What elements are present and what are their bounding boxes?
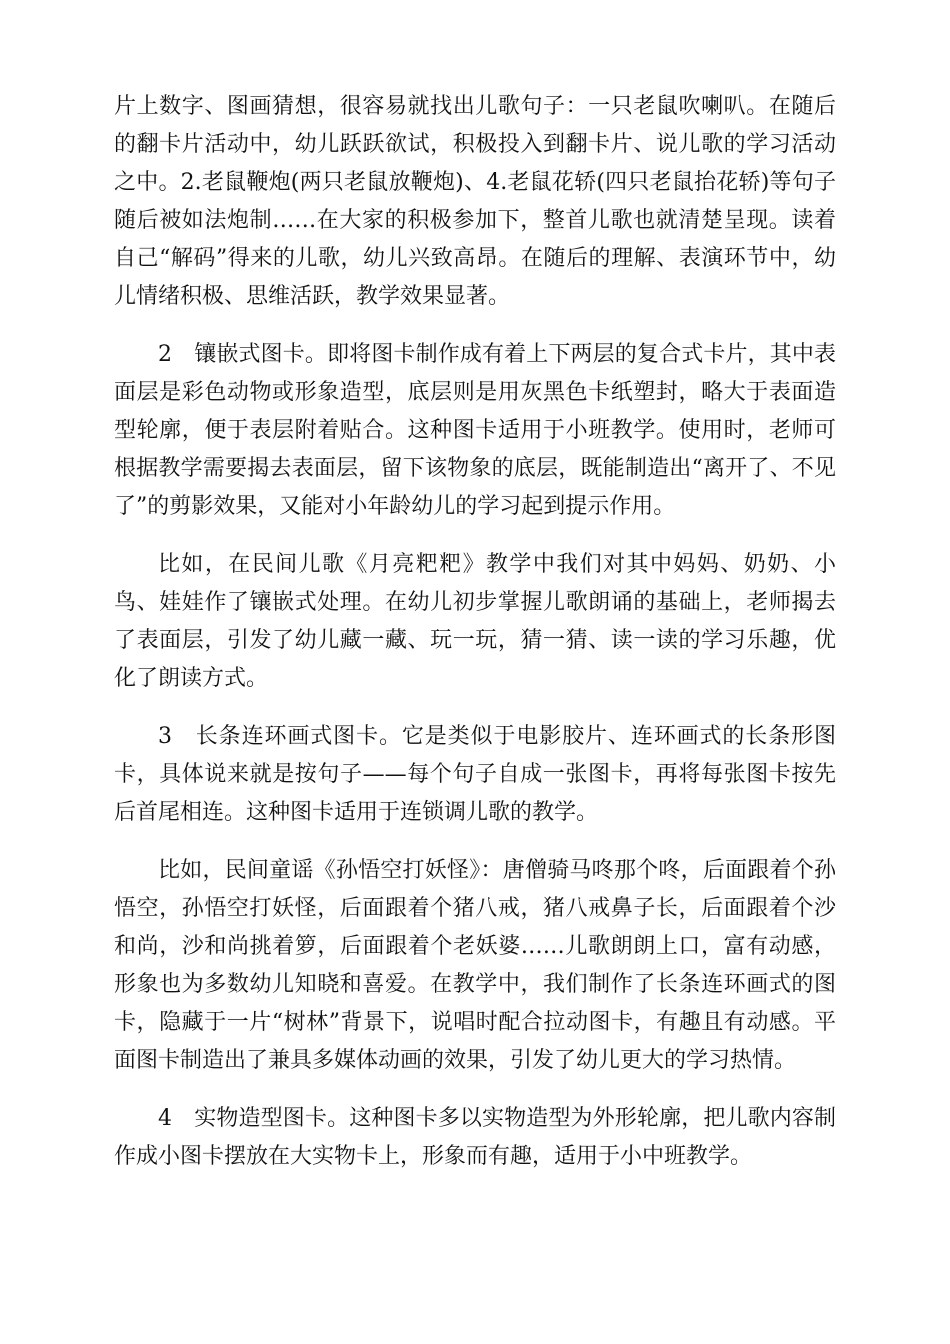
paragraph-6: 4 实物造型图卡。这种图卡多以实物造型为外形轮廓，把儿歌内容制作成小图卡摆放在大实物卡上，形象而有趣，适用于小中班教学。 xyxy=(114,1106,836,1169)
document-body xyxy=(114,88,836,1196)
paragraph-2: 2 镶嵌式图卡。即将图卡制作成有着上下两层的复合式卡片，其中表面层是彩色动物或形象造型，底层则是用灰黑色卡纸塑封，略大于表面造型轮廓，便于表层附着贴合。这种图卡适用于小班教学。使用时，老师可根据教学需要揭去表面层，留下该物象的底层，既能制造出“离开了、不见了”的剪影效果，又能对小年龄幼儿的学习起到提示作用。 xyxy=(114,342,836,519)
paragraph-1: 片上数字、图画猜想，很容易就找出儿歌句子：一只老鼠吹喇叭。在随后的翻卡片活动中，幼儿跃跃欲试，积极投入到翻卡片、说儿歌的学习活动之中。2.老鼠鞭炮(两只老鼠放鞭炮)、4.老鼠花轿(四只老鼠抬花轿)等句子随后被如法炮制……在大家的积极参加下，整首儿歌也就清楚呈现。读着自己“解码”得来的儿歌，幼儿兴致高昂。在随后的理解、表演环节中，幼儿情绪积极、思维活跃，教学效果显著。 xyxy=(114,94,836,309)
paragraph-4: 3 长条连环画式图卡。它是类似于电影胶片、连环画式的长条形图卡，具体说来就是按句子——每个句子自成一张图卡，再将每张图卡按先后首尾相连。这种图卡适用于连锁调儿歌的教学。 xyxy=(114,724,836,825)
paragraph-3: 比如，在民间儿歌《月亮粑粑》教学中我们对其中妈妈、奶奶、小鸟、娃娃作了镶嵌式处理。在幼儿初步掌握儿歌朗诵的基础上，老师揭去了表面层，引发了幼儿藏一藏、玩一玩，猜一猜、读一读的学习乐趣，优化了朗读方式。 xyxy=(114,552,836,691)
paragraph-5: 比如，民间童谣《孙悟空打妖怪》：唐僧骑马咚那个咚，后面跟着个孙悟空，孙悟空打妖怪，后面跟着个猪八戒，猪八戒鼻子长，后面跟着个沙和尚，沙和尚挑着箩，后面跟着个老妖婆……儿歌朗朗上口，富有动感，形象也为多数幼儿知晓和喜爱。在教学中，我们制作了长条连环画式的图卡，隐藏于一片“树林”背景下，说唱时配合拉动图卡，有趣且有动感。平面图卡制造出了兼具多媒体动画的效果，引发了幼儿更大的学习热情。 xyxy=(114,858,836,1073)
